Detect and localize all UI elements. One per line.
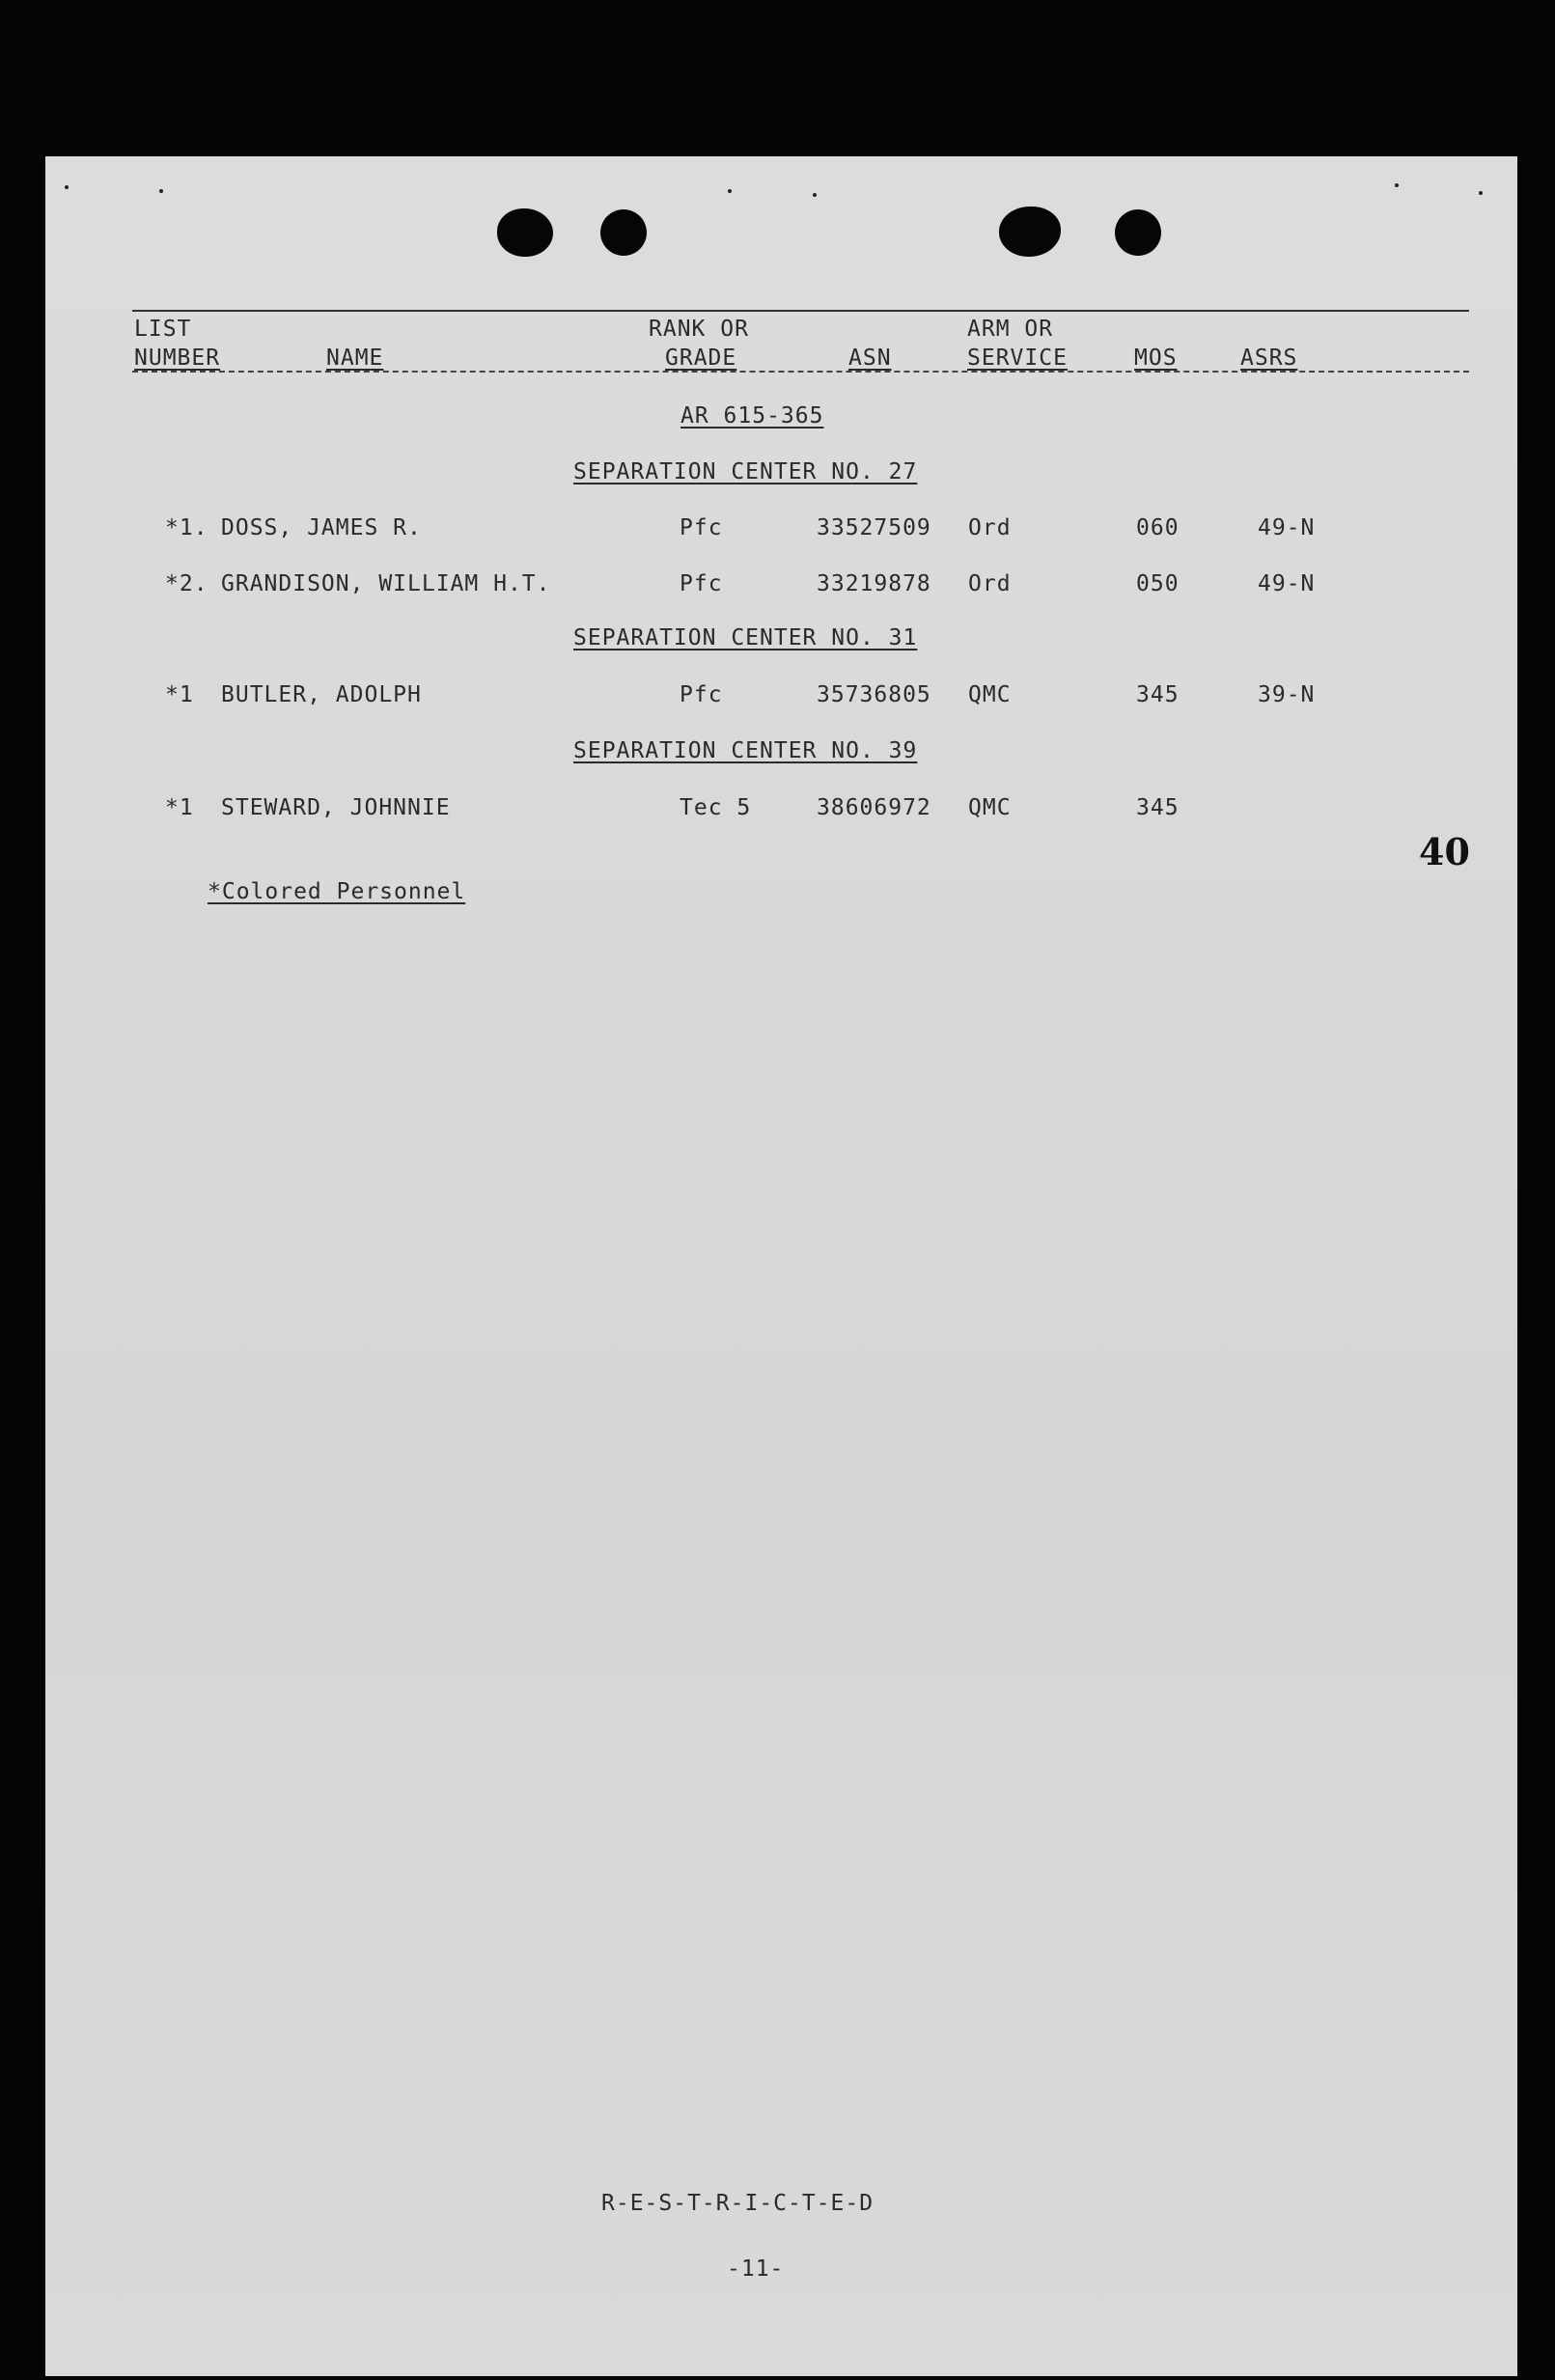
row-mos: 050 [1136,571,1180,596]
header-rank-line2: GRADE [665,346,737,371]
row-service: Ord [968,571,1012,596]
row-grade: Pfc [680,571,723,596]
row-grade: Pfc [680,515,723,540]
header-bottom-rule [132,371,1469,373]
row-mos: 345 [1136,795,1180,820]
row-grade: Tec 5 [680,795,752,820]
header-list-line2: NUMBER [134,346,221,371]
row-name: BUTLER, ADOLPH [221,682,422,707]
row-mos: 345 [1136,682,1180,707]
footnote: *Colored Personnel [208,879,466,904]
stamped-page-number: 40 [1419,830,1470,873]
row-asrs: 49-N [1258,515,1316,540]
row-asn: 35736805 [817,682,931,707]
row-asrs: 49-N [1258,571,1316,596]
row-name: GRANDISON, WILLIAM H.T. [221,571,551,596]
section-title: SEPARATION CENTER NO. 27 [573,459,918,484]
punch-hole [600,209,647,256]
row-number: *1 [165,795,194,820]
header-arm-line2: SERVICE [967,346,1068,371]
punch-hole [999,207,1061,257]
speck [65,185,69,189]
punch-hole [1115,209,1161,256]
speck [1479,191,1483,195]
row-service: Ord [968,515,1012,540]
row-grade: Pfc [680,682,723,707]
speck [159,189,163,193]
section-title: SEPARATION CENTER NO. 39 [573,738,918,763]
header-asrs: ASRS [1240,346,1298,371]
header-name: NAME [326,346,384,371]
header-asn: ASN [848,346,892,371]
row-mos: 060 [1136,515,1180,540]
row-asn: 33527509 [817,515,931,540]
header-top-rule [132,310,1469,312]
row-asn: 33219878 [817,571,931,596]
speck [728,189,732,193]
classification-marking: R-E-S-T-R-I-C-T-E-D [601,2191,875,2216]
regulation-heading: AR 615-365 [680,403,824,429]
header-mos: MOS [1134,346,1178,371]
speck [813,193,817,197]
row-asrs: 39-N [1258,682,1316,707]
row-name: DOSS, JAMES R. [221,515,422,540]
row-number: *2. [165,571,208,596]
row-number: *1. [165,515,208,540]
page-number: -11- [727,2256,785,2282]
row-name: STEWARD, JOHNNIE [221,795,451,820]
speck [1395,183,1399,187]
punch-hole [497,208,553,257]
row-service: QMC [968,682,1012,707]
section-title: SEPARATION CENTER NO. 31 [573,625,918,650]
row-asn: 38606972 [817,795,931,820]
header-list-line1: LIST [134,317,192,342]
header-rank-line1: RANK OR [649,317,749,342]
header-arm-line1: ARM OR [967,317,1054,342]
row-number: *1 [165,682,194,707]
row-service: QMC [968,795,1012,820]
document-page [45,156,1517,2376]
